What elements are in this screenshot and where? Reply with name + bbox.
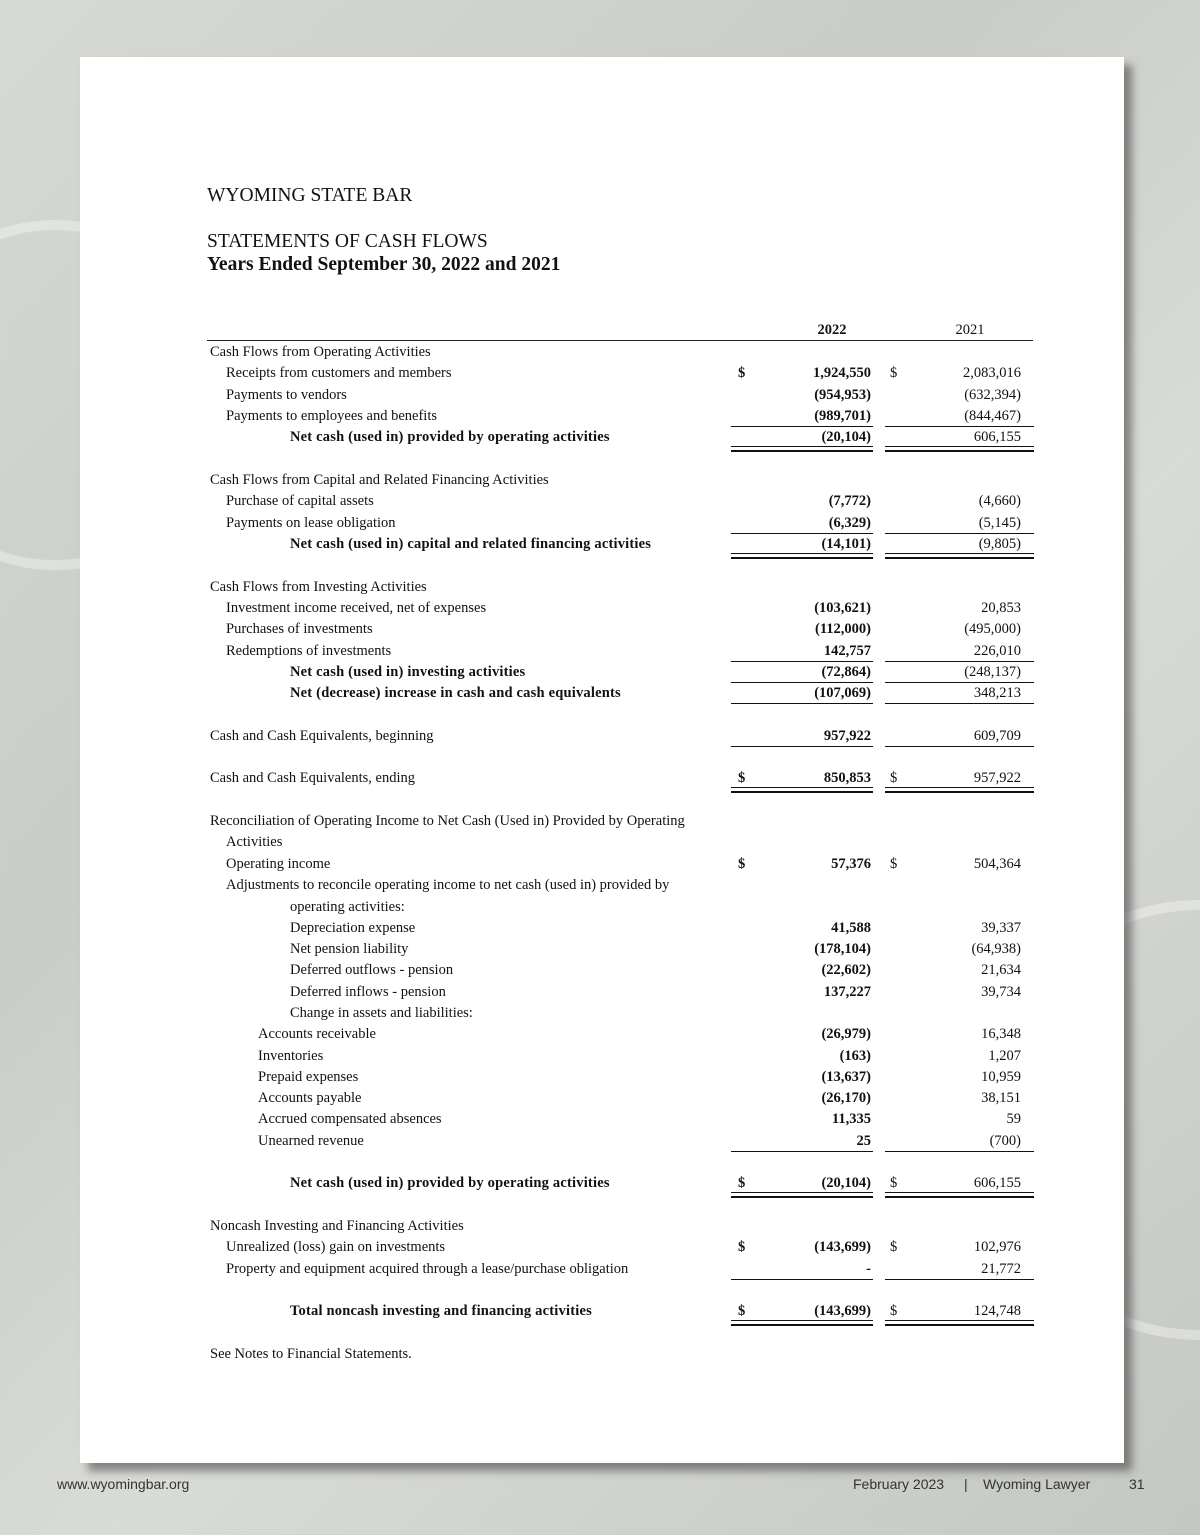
- row-label: Investment income received, net of expenses: [226, 600, 487, 616]
- value-2022: (72,864): [821, 664, 871, 680]
- row-accounts-payable: [80, 1088, 1124, 1109]
- total-rule: [731, 557, 873, 559]
- row-label: operating activities:: [290, 899, 405, 915]
- row-label: Net pension liability: [290, 941, 409, 957]
- value-2021: (700): [989, 1133, 1021, 1149]
- value-2021: (9,805): [978, 536, 1021, 552]
- row-net-cash-capital: [80, 534, 1124, 555]
- row-inventories: [80, 1046, 1124, 1067]
- value-2021: (4,660): [978, 493, 1021, 509]
- row-label: Property and equipment acquired through a lease/purchase obligation: [226, 1261, 629, 1277]
- footer-page-number: 31: [1129, 1476, 1145, 1492]
- value-2021: 38,151: [981, 1090, 1021, 1106]
- row-lease-acquired: [80, 1259, 1124, 1280]
- row-cash-ending: [80, 768, 1124, 789]
- value-2021: 606,155: [973, 1175, 1021, 1191]
- row-prepaid-expenses: [80, 1067, 1124, 1088]
- value-2022: (143,699): [814, 1303, 871, 1319]
- value-2022: (20,104): [821, 1175, 871, 1191]
- row-accounts-receivable: [80, 1024, 1124, 1045]
- row-label: Reconciliation of Operating Income to Net Cash (Used in) Provided by Operating: [210, 813, 685, 829]
- total-rule: [731, 1320, 873, 1321]
- statement-period: Years Ended September 30, 2022 and 2021: [207, 254, 561, 275]
- row-adjustments-heading-cont: [80, 897, 1124, 918]
- row-label: Payments on lease obligation: [226, 515, 396, 531]
- row-cash-beginning: [80, 726, 1124, 747]
- row-label: Operating income: [226, 856, 331, 872]
- row-unrealized-gain: [80, 1237, 1124, 1258]
- row-label: Redemptions of investments: [226, 643, 392, 659]
- row-payments-employees: [80, 406, 1124, 427]
- total-rule: [731, 1151, 873, 1152]
- row-label: Net cash (used in) capital and related financing activities: [290, 536, 652, 552]
- value-2021: 39,337: [981, 920, 1021, 936]
- row-deferred-outflows: [80, 960, 1124, 981]
- value-2021: 10,959: [981, 1069, 1021, 1085]
- footer-date: February 2023: [853, 1476, 945, 1492]
- row-label: Total noncash investing and financing activities: [290, 1303, 592, 1319]
- total-rule: [731, 1192, 873, 1193]
- total-rule: [885, 1151, 1034, 1152]
- value-2021: (248,137): [964, 664, 1021, 680]
- total-rule: [731, 746, 873, 747]
- value-2021: 504,364: [973, 856, 1021, 872]
- value-2022: (103,621): [814, 600, 871, 616]
- value-2022: (20,104): [821, 429, 871, 445]
- section-operating: [80, 342, 1124, 363]
- value-2022: (163): [839, 1048, 871, 1064]
- total-rule: [731, 446, 873, 447]
- value-2022: 11,335: [831, 1111, 871, 1127]
- row-label: Net cash (used in) provided by operating activities: [290, 1175, 610, 1191]
- column-header-2022: 2022: [817, 322, 847, 338]
- dollar-sign-2022: $: [738, 1175, 746, 1191]
- dollar-sign-2022: $: [738, 856, 746, 872]
- total-rule: [731, 1279, 873, 1280]
- total-rule: [885, 791, 1034, 793]
- total-rule: [885, 1196, 1034, 1198]
- total-rule: [885, 1324, 1034, 1326]
- value-2021: 21,634: [981, 962, 1021, 978]
- notes-reference: [80, 1344, 1124, 1365]
- total-rule: [731, 553, 873, 554]
- row-label: Accrued compensated absences: [258, 1111, 442, 1127]
- value-2021: 609,709: [973, 728, 1021, 744]
- row-label: Depreciation expense: [290, 920, 416, 936]
- section-capital-financing: [80, 470, 1124, 491]
- value-2022: 957,922: [823, 728, 871, 744]
- value-2022: (107,069): [814, 685, 871, 701]
- value-2021: (5,145): [978, 515, 1021, 531]
- value-2021: 226,010: [973, 643, 1021, 659]
- row-label: Receipts from customers and members: [226, 365, 452, 381]
- row-label: Accounts receivable: [258, 1026, 376, 1042]
- value-2021: 957,922: [973, 770, 1021, 786]
- dollar-sign-2022: $: [738, 770, 746, 786]
- value-2022: 142,757: [823, 643, 871, 659]
- section-investing: [80, 577, 1124, 598]
- row-label: Deferred outflows - pension: [290, 962, 454, 978]
- row-label: Unearned revenue: [258, 1133, 364, 1149]
- dollar-sign-2022: $: [738, 1239, 746, 1255]
- value-2021: 59: [1006, 1111, 1021, 1127]
- row-accrued-absences: [80, 1109, 1124, 1130]
- dollar-sign-2021: $: [890, 1303, 898, 1319]
- total-rule: [885, 450, 1034, 452]
- value-2022: (112,000): [815, 621, 871, 637]
- value-2021: (64,938): [971, 941, 1021, 957]
- row-net-cash-operating: [80, 427, 1124, 448]
- total-rule: [885, 557, 1034, 559]
- value-2021: 348,213: [973, 685, 1021, 701]
- organization-name: WYOMING STATE BAR: [207, 185, 413, 206]
- row-receipts: [80, 363, 1124, 384]
- dollar-sign-2021: $: [890, 770, 898, 786]
- value-2022: (989,701): [814, 408, 871, 424]
- row-redemptions-investments: [80, 641, 1124, 662]
- total-rule: [731, 787, 873, 788]
- notes-reference-text: See Notes to Financial Statements.: [210, 1346, 412, 1362]
- section-reconciliation: [80, 811, 1124, 832]
- total-rule: [731, 1196, 873, 1198]
- row-label: Purchases of investments: [226, 621, 373, 637]
- value-2022: 850,853: [823, 770, 871, 786]
- value-2022: 1,924,550: [813, 365, 871, 381]
- section-reconciliation-cont: [80, 832, 1124, 853]
- row-label: Unrealized (loss) gain on investments: [226, 1239, 446, 1255]
- value-2021: 102,976: [973, 1239, 1021, 1255]
- total-rule: [885, 1192, 1034, 1193]
- value-2022: (143,699): [814, 1239, 871, 1255]
- document-page: [80, 57, 1124, 1463]
- value-2022: (13,637): [821, 1069, 871, 1085]
- row-purchases-investments: [80, 619, 1124, 640]
- total-rule: [731, 1324, 873, 1326]
- row-label: Prepaid expenses: [258, 1069, 359, 1085]
- row-label: Payments to employees and benefits: [226, 408, 438, 424]
- value-2021: 21,772: [981, 1261, 1021, 1277]
- total-rule: [731, 450, 873, 452]
- statement-title: STATEMENTS OF CASH FLOWS: [207, 231, 488, 252]
- total-rule: [885, 1320, 1034, 1321]
- row-label: Cash Flows from Operating Activities: [210, 344, 431, 360]
- row-label: Accounts payable: [258, 1090, 362, 1106]
- row-label: Deferred inflows - pension: [290, 984, 446, 1000]
- value-2022: (14,101): [821, 536, 871, 552]
- row-net-cash-operating-reconciled: [80, 1173, 1124, 1194]
- footer-website: www.wyomingbar.org: [57, 1476, 190, 1492]
- value-2022: 41,588: [831, 920, 871, 936]
- value-2021: 16,348: [981, 1026, 1021, 1042]
- header-rule: [207, 340, 1033, 341]
- value-2021: (632,394): [964, 387, 1021, 403]
- value-2022: (954,953): [814, 387, 871, 403]
- dollar-sign-2022: $: [738, 365, 746, 381]
- row-payments-vendors: [80, 385, 1124, 406]
- value-2021: 2,083,016: [963, 365, 1021, 381]
- value-2021: (844,467): [964, 408, 1021, 424]
- dollar-sign-2021: $: [890, 1239, 898, 1255]
- row-label: Adjustments to reconcile operating income to net cash (used in) provided by: [226, 877, 670, 893]
- value-2022: (22,602): [821, 962, 871, 978]
- row-purchase-capital-assets: [80, 491, 1124, 512]
- value-2021: 39,734: [981, 984, 1021, 1000]
- row-net-cash-investing: [80, 662, 1124, 683]
- row-label: Payments to vendors: [226, 387, 347, 403]
- dollar-sign-2022: $: [738, 1303, 746, 1319]
- value-2021: 606,155: [973, 429, 1021, 445]
- value-2022: (6,329): [828, 515, 871, 531]
- value-2022: 57,376: [831, 856, 871, 872]
- value-2021: (495,000): [964, 621, 1021, 637]
- dollar-sign-2021: $: [890, 1175, 898, 1191]
- section-noncash: [80, 1216, 1124, 1237]
- row-label: Net (decrease) increase in cash and cash equivalents: [290, 685, 621, 701]
- value-2021: 1,207: [988, 1048, 1021, 1064]
- row-label: Activities: [226, 834, 283, 850]
- total-rule: [885, 703, 1034, 704]
- value-2022: (26,979): [821, 1026, 871, 1042]
- dollar-sign-2021: $: [890, 365, 898, 381]
- value-2022: (178,104): [814, 941, 871, 957]
- value-2022: 137,227: [823, 984, 871, 1000]
- row-investment-income: [80, 598, 1124, 619]
- row-depreciation: [80, 918, 1124, 939]
- row-change-assets-heading: [80, 1003, 1124, 1024]
- column-header-2021: 2021: [955, 322, 985, 338]
- total-rule: [885, 553, 1034, 554]
- total-rule: [885, 787, 1034, 788]
- dollar-sign-2021: $: [890, 856, 898, 872]
- row-label: Cash Flows from Capital and Related Financing Activities: [210, 472, 549, 488]
- row-label: Purchase of capital assets: [226, 493, 374, 509]
- row-unearned-revenue: [80, 1131, 1124, 1152]
- value-2022: (7,772): [828, 493, 871, 509]
- total-rule: [731, 703, 873, 704]
- row-label: Noncash Investing and Financing Activities: [210, 1218, 464, 1234]
- row-net-change-cash: [80, 683, 1124, 704]
- value-2022: -: [866, 1261, 871, 1277]
- row-net-pension-liability: [80, 939, 1124, 960]
- footer-separator: |: [964, 1476, 968, 1492]
- row-label: Cash and Cash Equivalents, beginning: [210, 728, 434, 744]
- total-rule: [885, 1279, 1034, 1280]
- row-payments-lease: [80, 513, 1124, 534]
- row-operating-income: [80, 854, 1124, 875]
- row-label: Net cash (used in) provided by operating activities: [290, 429, 610, 445]
- row-total-noncash: [80, 1301, 1124, 1322]
- value-2021: 20,853: [981, 600, 1021, 616]
- total-rule: [885, 746, 1034, 747]
- row-label: Net cash (used in) investing activities: [290, 664, 526, 680]
- footer-publication: Wyoming Lawyer: [983, 1476, 1091, 1492]
- total-rule: [885, 446, 1034, 447]
- total-rule: [731, 791, 873, 793]
- value-2022: 25: [856, 1133, 871, 1149]
- row-label: Cash and Cash Equivalents, ending: [210, 770, 415, 786]
- row-label: Cash Flows from Investing Activities: [210, 579, 427, 595]
- row-label: Change in assets and liabilities:: [290, 1005, 473, 1021]
- row-label: Inventories: [258, 1048, 324, 1064]
- value-2021: 124,748: [973, 1303, 1021, 1319]
- row-adjustments-heading: [80, 875, 1124, 896]
- value-2022: (26,170): [821, 1090, 871, 1106]
- row-deferred-inflows: [80, 982, 1124, 1003]
